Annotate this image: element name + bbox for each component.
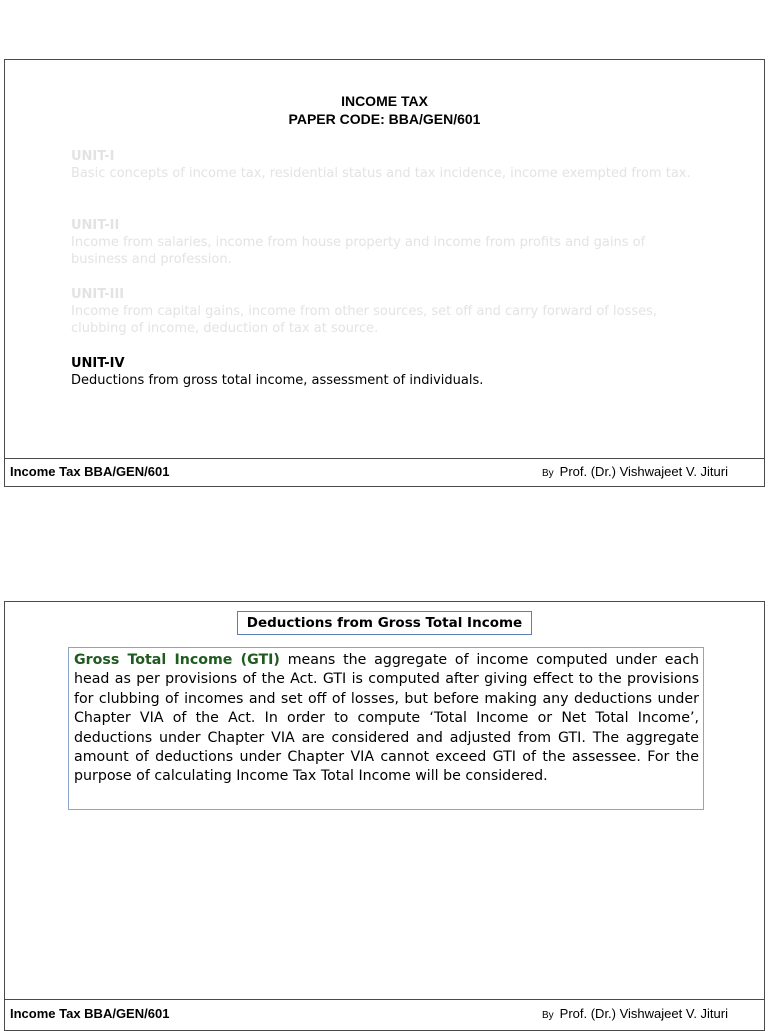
definition-text: means the aggregate of income computed under each head as per provisions of the Act. GTI is computed after giving effect to the provisions for clubbing of incomes and set off of losses, but before making any deductions under Chapter VIA of the Act. In order to compute ‘Total Income or Net Total Income’, deductions under Chapter VIA are considered and adjusted from GTI. The aggregate amount of deductions under Chapter VIA cannot exceed GTI of the assessee. For the purpose of calculating Income Tax Total Income will be considered. (74, 652, 699, 785)
unit-2 (71, 217, 701, 268)
footer-author-name: Prof. (Dr.) Vishwajeet V. Jituri (559, 1006, 728, 1021)
footer-divider (5, 999, 764, 1000)
footer-course-label: Income Tax BBA/GEN/601 (10, 1006, 170, 1021)
unit-heading: UNIT-I (71, 149, 115, 164)
footer-author (542, 464, 728, 479)
slide-heading: Deductions from Gross Total Income (237, 611, 532, 635)
footer-author (542, 1006, 728, 1021)
unit-3 (71, 286, 701, 337)
syllabus-slide (4, 59, 765, 487)
unit-description: Income from salaries, income from house property and income from profits and gains of business and profession. (71, 235, 646, 267)
slide-title (5, 92, 764, 128)
unit-heading: UNIT-III (71, 287, 125, 302)
definition-box (68, 647, 704, 810)
footer-by-label: By (541, 1010, 554, 1021)
unit-description: Income from capital gains, income from other sources, set off and carry forward of losses, clubbing of income, deduction of tax at source. (71, 304, 658, 336)
footer-course-label: Income Tax BBA/GEN/601 (10, 464, 170, 479)
defined-term: Gross Total Income (GTI) (74, 652, 280, 668)
course-title: INCOME TAX (341, 93, 428, 109)
unit-1 (71, 148, 701, 182)
unit-description: Deductions from gross total income, assessment of individuals. (71, 373, 484, 388)
gti-slide (4, 601, 765, 1031)
footer-divider (5, 458, 764, 459)
footer-author-name: Prof. (Dr.) Vishwajeet V. Jituri (559, 464, 728, 479)
paper-code: PAPER CODE: BBA/GEN/601 (288, 111, 481, 127)
unit-heading: UNIT-II (71, 218, 120, 233)
unit-heading: UNIT-IV (71, 356, 125, 371)
footer-by-label: By (541, 468, 554, 479)
unit-description: Basic concepts of income tax, residential status and tax incidence, income exempted from tax. (71, 166, 691, 181)
unit-4 (71, 355, 701, 389)
